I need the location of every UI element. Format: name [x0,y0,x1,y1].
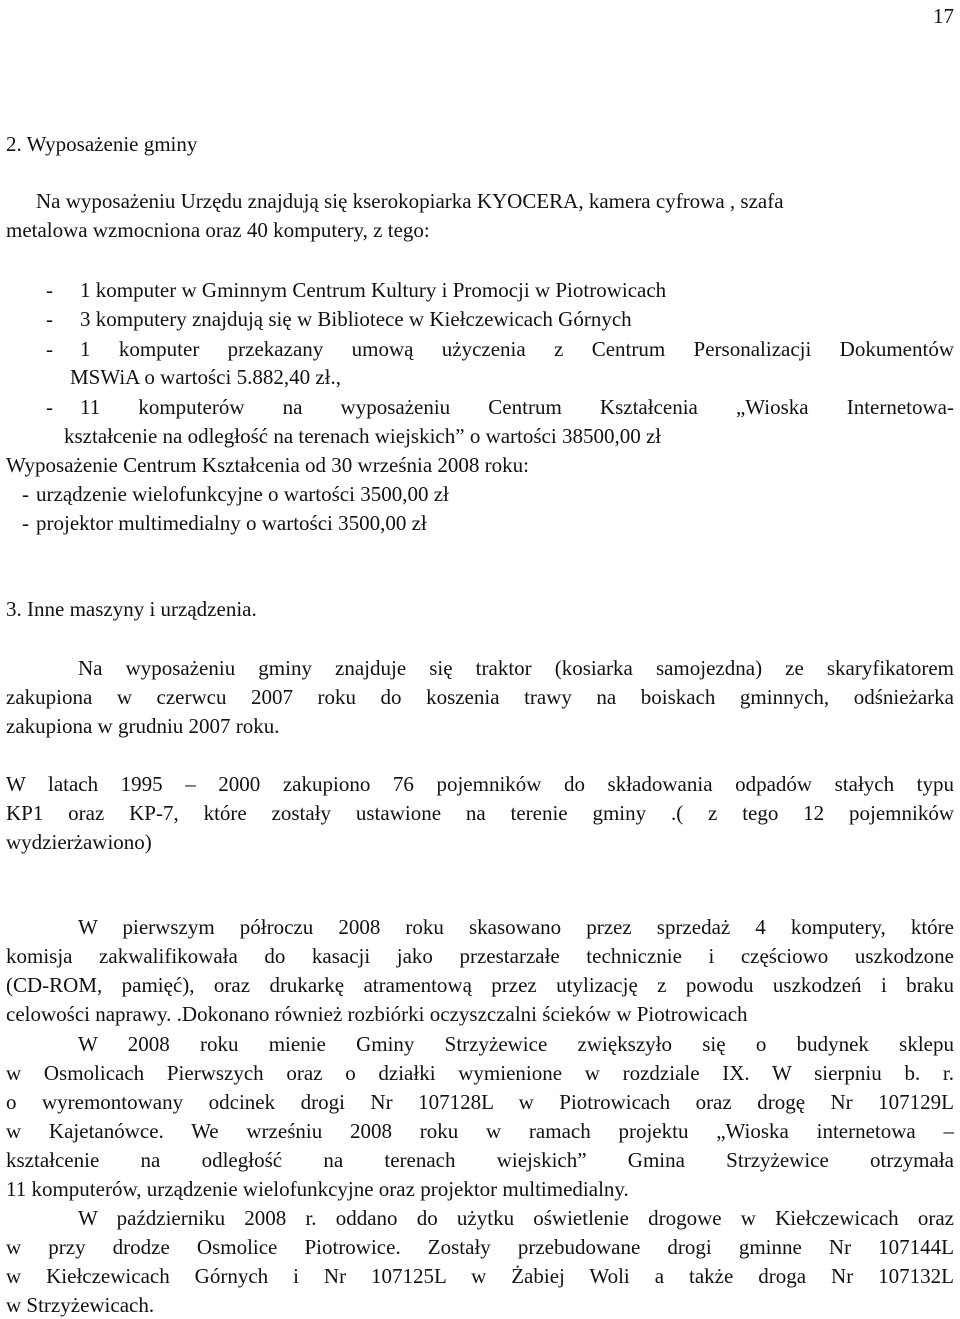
paragraph-line: w przy drodze Osmolice Piotrowice. Zostały przebudowane drogi gminne Nr 107144L [6,1235,954,1259]
list-dash: - [46,307,53,331]
list-item: 3 komputery znajdują się w Bibliotece w Kiełczewicach Górnych [80,307,632,331]
paragraph-line: w Kiełczewicach Górnych i Nr 107125L w Żabiej Woli a także droga Nr 107132L [6,1264,954,1288]
paragraph-line: celowości naprawy. .Dokonano również rozbiórki oczyszczalni ścieków w Piotrowicach [6,1002,748,1026]
paragraph-line: Na wyposażeniu gminy znajduje się traktor (kosiarka samojezdna) ze skaryfikatorem [78,656,954,680]
paragraph-line: kształcenie na odległość na terenach wiejskich” Gmina Strzyżewice otrzymała [6,1148,954,1172]
list-item: projektor multimedialny o wartości 3500,00 zł [36,511,427,535]
paragraph-line: zakupiona w grudniu 2007 roku. [6,714,280,738]
paragraph-line: Na wyposażeniu Urzędu znajdują się kserokopiarka KYOCERA, kamera cyfrowa , szafa [36,189,784,213]
paragraph-line: zakupiona w czerwcu 2007 roku do koszenia trawy na boiskach gminnych, odśnieżarka [6,685,954,709]
paragraph-line: KP1 oraz KP-7, które zostały ustawione na terenie gminy .( z tego 12 pojemników [6,801,954,825]
paragraph-line: 11 komputerów, urządzenie wielofunkcyjne oraz projektor multimedialny. [6,1177,629,1201]
section-heading-inne-maszyny: 3. Inne maszyny i urządzenia. [6,597,257,621]
list-dash: - [22,511,29,535]
paragraph-line: metalowa wzmocniona oraz 40 komputery, z tego: [6,218,430,242]
list-dash: - [46,278,53,302]
list-item-continuation: kształcenie na odległość na terenach wiejskich” o wartości 38500,00 zł [64,424,662,448]
list-dash: - [22,482,29,506]
paragraph-line: wydzierżawiono) [6,830,152,854]
paragraph-line: W październiku 2008 r. oddano do użytku oświetlenie drogowe w Kiełczewicach oraz [78,1206,954,1230]
paragraph-line: o wyremontowany odcinek drogi Nr 107128L w Piotrowicach oraz drogę Nr 107129L [6,1090,954,1114]
section-heading-wyposazenie: 2. Wyposażenie gminy [6,132,198,156]
paragraph-line: W pierwszym półroczu 2008 roku skasowano przez sprzedaż 4 komputery, które [78,915,954,939]
paragraph-line: W 2008 roku mienie Gminy Strzyżewice zwiększyło się o budynek sklepu [78,1032,954,1056]
paragraph-line: w Kajetanówce. We wrześniu 2008 roku w ramach projektu „Wioska internetowa – [6,1119,954,1143]
list-item: 1 komputer w Gminnym Centrum Kultury i Promocji w Piotrowicach [80,278,667,302]
list-item-continuation: MSWiA o wartości 5.882,40 zł., [70,365,341,389]
list-dash: - [46,337,53,361]
paragraph-line: w Strzyżewicach. [6,1293,155,1317]
list-item: urządzenie wielofunkcyjne o wartości 3500,00 zł [36,482,449,506]
paragraph-line: Wyposażenie Centrum Kształcenia od 30 września 2008 roku: [6,453,529,477]
paragraph-line: komisja zakwalifikowała do kasacji jako przestarzałe technicznie i częściowo uszkodzone [6,944,954,968]
page-number: 17 [933,4,954,28]
paragraph-line: (CD-ROM, pamięć), oraz drukarkę atramentową przez utylizację z powodu uszkodzeń i braku [6,973,954,997]
paragraph-line: W latach 1995 – 2000 zakupiono 76 pojemników do składowania odpadów stałych typu [6,772,954,796]
list-item: 1 komputer przekazany umową użyczenia z Centrum Personalizacji Dokumentów [80,337,954,361]
paragraph-line: w Osmolicach Pierwszych oraz o działki wymienione w rozdziale IX. W sierpniu b. r. [6,1061,954,1085]
list-item: 11 komputerów na wyposażeniu Centrum Kształcenia „Wioska Internetowa- [80,395,954,419]
list-dash: - [46,395,53,419]
